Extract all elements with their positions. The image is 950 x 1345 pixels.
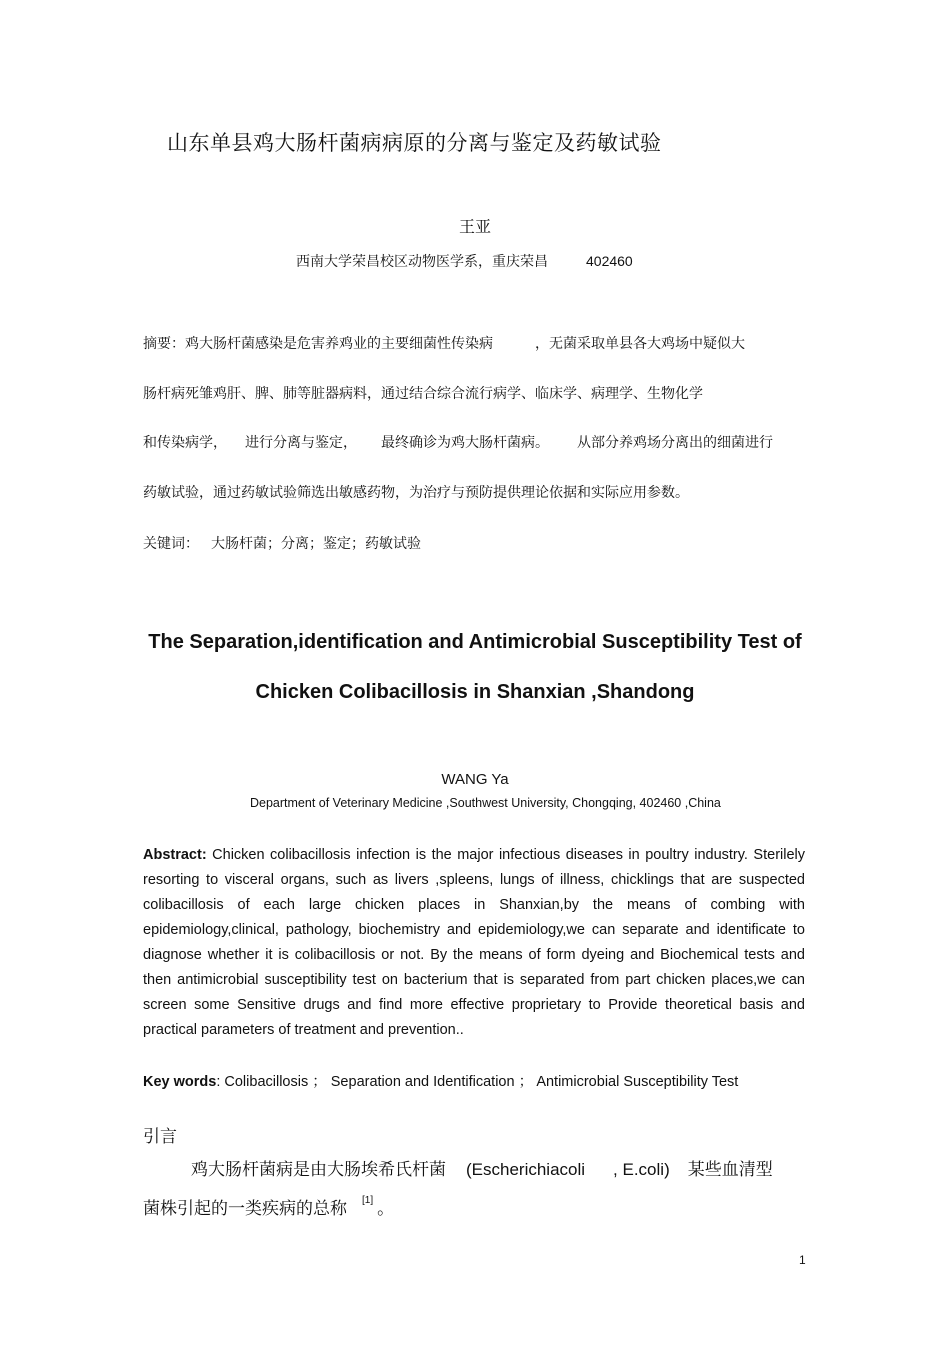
paragraph-text: , E.coli) [613, 1160, 670, 1179]
chinese-abstract-line-3 [143, 432, 773, 452]
keywords-value: : Colibacillosis ； Separation and Identification ； Antimicrobial Susceptibility Test [216, 1074, 739, 1090]
page-number: 1 [799, 1253, 806, 1267]
paragraph-text: 菌株引起的一类疾病的总称 [143, 1199, 347, 1219]
chinese-keywords [143, 533, 421, 553]
paragraph-text: (Escherichiacoli [466, 1160, 586, 1179]
postcode: 402460 [586, 253, 633, 269]
english-title-line-2: Chicken Colibacillosis in Shanxian ,Shandong [255, 681, 695, 703]
paragraph-text: 。 [377, 1199, 395, 1219]
abstract-text: 和传染病学， [143, 435, 227, 451]
keywords-value: 大肠杆菌；分离；鉴定；药敏试验 [211, 536, 421, 552]
intro-paragraph-line-1 [191, 1155, 773, 1180]
english-abstract [143, 843, 805, 1043]
chinese-abstract-line-1 [143, 333, 745, 353]
english-author: WANG Ya [441, 771, 509, 788]
abstract-label: 摘要： [143, 336, 185, 352]
chinese-abstract-line-4: 药敏试验，通过药敏试验筛选出敏感药物，为治疗与预防提供理论依据和实际应用参数。 [143, 485, 689, 501]
abstract-text: 最终确诊为鸡大肠杆菌病。 [381, 435, 549, 451]
abstract-text: Chicken colibacillosis infection is the major infectious diseases in poultry industry. Sterilely resorting to visceral organs, such as livers ,spleens, lungs of illness, chicklings that are suspected colibacillosis of each large chicken places in Shanxian,by the means of combing with epidemiology,clinical, pathology, biochemistry and epidemiology,we can separate and identificate to diagnose whether it is colibacillosis or not. By the means of form dyeing and Biochemical tests and then antimicrobial susceptibility test on bacterium that is separated from part chicken places,we can screen some Sensitive drugs and find more effective proprietary to Provide theoretical basis and practical parameters of treatment and prevention.. [143, 847, 806, 1038]
chinese-author: 王亚 [458, 217, 491, 236]
chinese-title: 山东单县鸡大肠杆菌病病原的分离与鉴定及药敏试验 [167, 131, 662, 155]
paragraph-text: 某些血清型 [687, 1160, 773, 1180]
abstract-label: Abstract: [143, 847, 207, 863]
citation-marker[interactable]: [1] [362, 1195, 374, 1206]
abstract-text: 从部分养鸡场分离出的细菌进行 [577, 435, 773, 451]
abstract-text: ，无菌采取单县各大鸡场中疑似大 [535, 336, 745, 352]
section-heading-introduction: 引言 [143, 1127, 177, 1147]
intro-paragraph-line-2 [143, 1194, 394, 1219]
english-title-line-1: The Separation,identification and Antimicrobial Susceptibility Test of [148, 631, 802, 653]
english-affiliation: Department of Veterinary Medicine ,Southwest University, Chongqing, 402460 ,China [250, 796, 721, 810]
affiliation-text: 西南大学荣昌校区动物医学系，重庆荣昌 [296, 254, 548, 270]
chinese-abstract-line-2: 肠杆病死雏鸡肝、脾、肺等脏器病料，通过结合综合流行病学、临床学、病理学、生物化学 [143, 386, 703, 402]
keywords-label: Key words [143, 1074, 217, 1090]
paragraph-text: 鸡大肠杆菌病是由大肠埃希氏杆菌 [191, 1160, 446, 1180]
english-keywords [143, 1070, 738, 1091]
keywords-label: 关键词： [143, 536, 199, 552]
chinese-affiliation [296, 251, 633, 271]
abstract-text: 鸡大肠杆菌感染是危害养鸡业的主要细菌性传染病 [185, 336, 493, 352]
abstract-text: 进行分离与鉴定， [245, 435, 357, 451]
